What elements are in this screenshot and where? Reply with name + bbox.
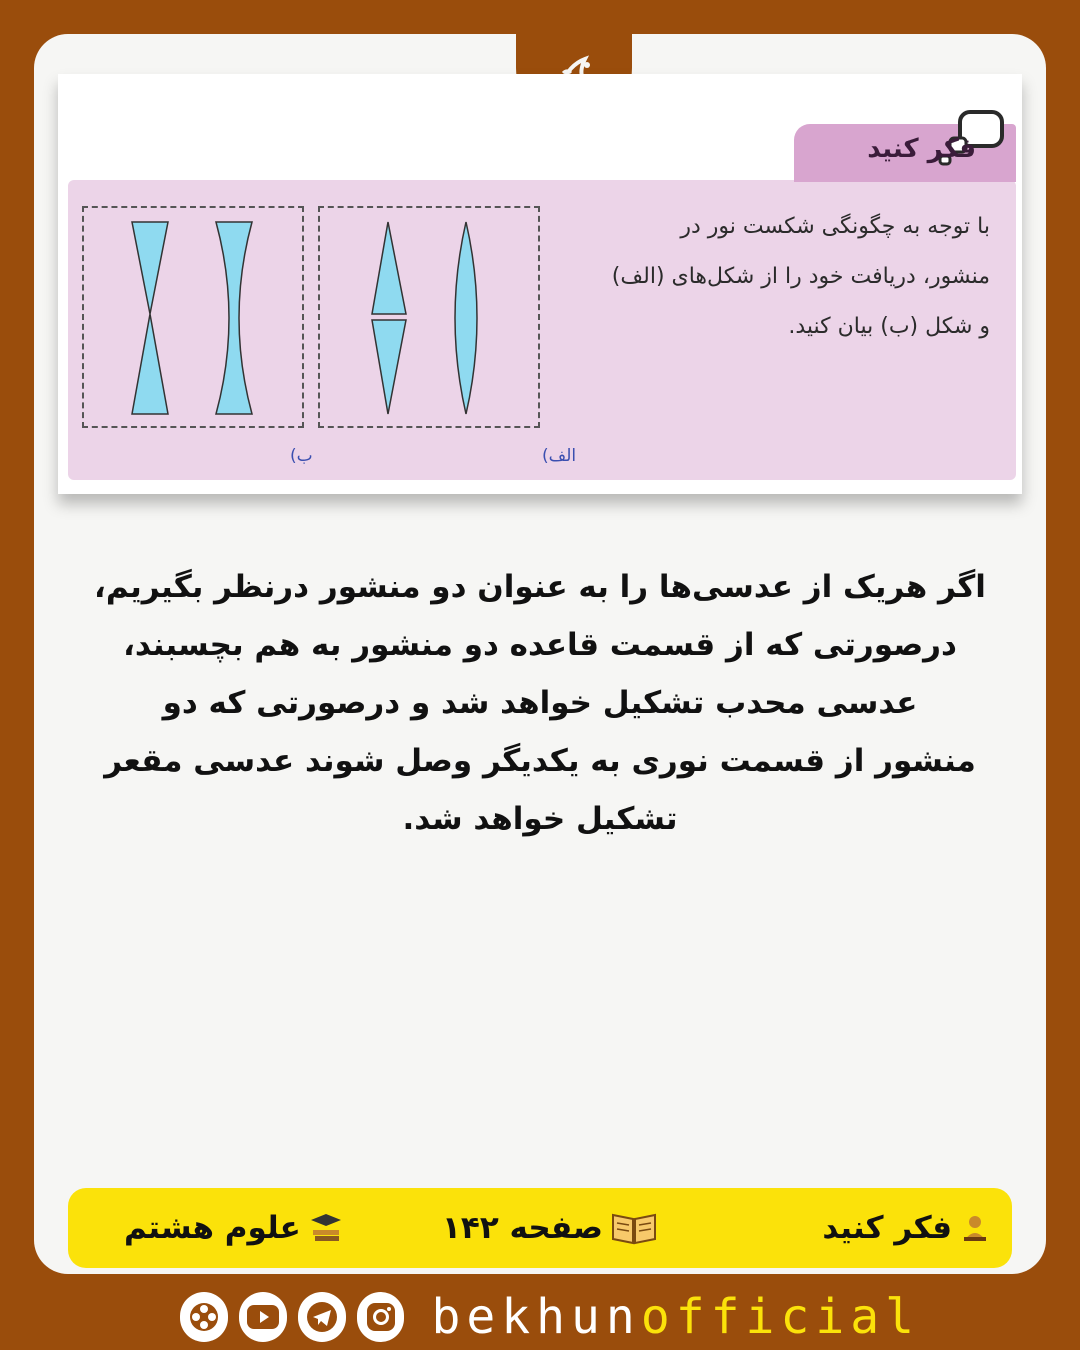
- page-number: صفحه ۱۴۲: [442, 1210, 603, 1246]
- biprism-top: [372, 222, 406, 314]
- graduation-books-icon: [309, 1212, 343, 1244]
- question-text: [590, 202, 990, 352]
- question-line: و شکل (ب) بیان کنید.: [788, 314, 990, 339]
- answer-line: اگر هریک از عدسی‌ها را به عنوان دو منشور درنظر بگیریم،: [94, 569, 986, 605]
- page-item: [442, 1206, 657, 1250]
- biprism-bottom: [372, 320, 406, 414]
- figure-be: [82, 206, 304, 428]
- tab-title: فکر کنید: [867, 134, 976, 164]
- textbook-excerpt: [58, 74, 1022, 494]
- brand-handle[interactable]: [431, 1286, 920, 1348]
- fekr-konid-tab: [794, 124, 1016, 182]
- answer-line: درصورتی که از قسمت قاعده دو منشور به هم بچسبند،: [123, 627, 957, 663]
- answer-line: عدسی محدب تشکیل خواهد شد و درصورتی که دو: [162, 685, 918, 721]
- section-item: [822, 1206, 990, 1250]
- prism-pair-left: [132, 222, 168, 414]
- social-footer: [180, 1286, 920, 1348]
- subject-name: علوم هشتم: [124, 1210, 301, 1246]
- brand-part-1: bekhun: [431, 1289, 641, 1345]
- info-bar: [68, 1188, 1012, 1268]
- answer-line: تشکیل خواهد شد.: [402, 801, 678, 837]
- question-line: با توجه به چگونگی شکست نور در: [680, 214, 990, 239]
- open-book-icon: [611, 1211, 657, 1245]
- answer-text: [70, 558, 1010, 848]
- concave-lens: [216, 222, 252, 414]
- question-line: منشور، دریافت خود را از شکل‌های (الف): [611, 264, 990, 289]
- section-name: فکر کنید: [822, 1210, 952, 1246]
- content-card: [34, 34, 1046, 1274]
- question-box: [68, 180, 1016, 480]
- instagram-icon[interactable]: [357, 1292, 405, 1342]
- brand-part-2: official: [640, 1289, 921, 1345]
- teacher-icon: [960, 1213, 990, 1243]
- label-be: ب): [290, 446, 313, 466]
- label-alef: الف): [542, 446, 577, 466]
- figure-alef: [318, 206, 540, 428]
- telegram-icon[interactable]: [298, 1292, 346, 1342]
- youtube-icon[interactable]: [239, 1292, 287, 1342]
- film-icon[interactable]: [180, 1292, 228, 1342]
- subject-item: [124, 1206, 343, 1250]
- convex-lens: [455, 222, 477, 414]
- answer-line: منشور از قسمت نوری به یکدیگر وصل شوند عدسی مقعر: [104, 743, 976, 779]
